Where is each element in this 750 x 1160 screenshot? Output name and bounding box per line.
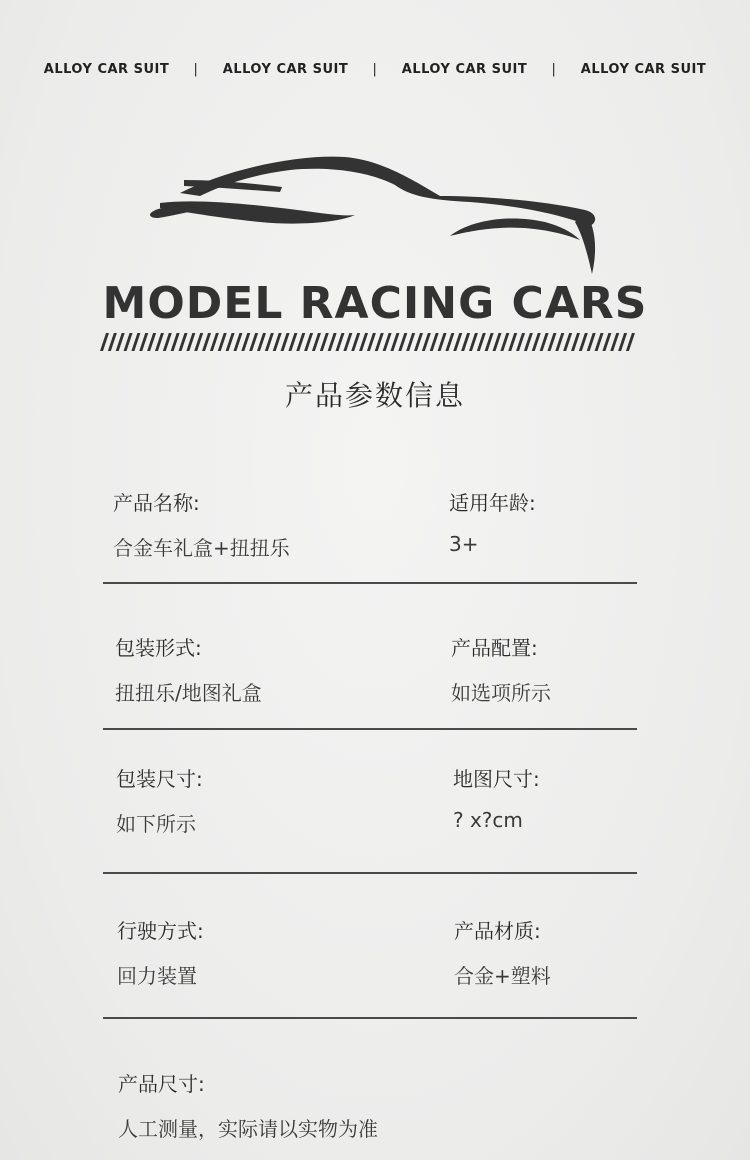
stripe [226,333,235,351]
spec-value: 如选项所示 [451,681,551,705]
stripe [595,333,604,351]
stripe [218,333,227,351]
spec-value: 如下所示 [116,812,196,836]
stripe [500,333,509,351]
stripe [233,333,242,351]
stripe [171,333,180,351]
stripe [367,333,376,351]
stripe [532,333,541,351]
stripe [320,333,329,351]
sports-car-silhouette-icon [0,0,750,290]
stripe [155,333,164,351]
stripe [131,333,140,351]
stripe [304,333,313,351]
spec-value: 人工测量，实际请以实物为准 [118,1117,378,1141]
stripe [186,333,195,351]
stripe [202,333,211,351]
stripe [249,333,258,351]
stripe [265,333,274,351]
stripe [430,333,439,351]
stripe [281,333,290,351]
stripe [438,333,447,351]
stripe [516,333,525,351]
stripe [626,333,635,351]
stripe [390,333,399,351]
stripe [288,333,297,351]
spec-value: 扭扭乐/地图礼盒 [115,681,262,705]
stripe [163,333,172,351]
stripe [328,333,337,351]
spec-value: 回力装置 [117,964,197,988]
stripe [210,333,219,351]
stripe [296,333,305,351]
spec-label: 适用年龄: [449,491,536,515]
stripe [273,333,282,351]
stripe [359,333,368,351]
spec-cell-left [117,915,204,989]
stripe [343,333,352,351]
stripe [571,333,580,351]
stripe [453,333,462,351]
stripe [398,333,407,351]
spec-cell-left [113,487,290,561]
stripe [124,333,133,351]
stripe [477,333,486,351]
stripe [524,333,533,351]
stripe [383,333,392,351]
spec-cell-left [118,1068,378,1142]
divider [103,582,637,584]
spec-label: 产品材质: [454,919,541,943]
spec-cell-right [451,632,551,706]
stripe [351,333,360,351]
stripe [100,333,109,351]
spec-cell-right [454,915,551,989]
spec-cell-right [453,763,540,832]
banner-item: ALLOY CAR SUIT [43,62,170,77]
spec-cell-left [115,632,262,706]
spec-label: 地图尺寸: [453,767,540,791]
stripe [587,333,596,351]
stripe [540,333,549,351]
stripe [555,333,564,351]
stripe [508,333,517,351]
stripe [618,333,627,351]
section-heading: 产品参数信息 [284,379,465,412]
stripe [147,333,156,351]
stripe [375,333,384,351]
stripe [336,333,345,351]
stripe [602,333,611,351]
stripe [414,333,423,351]
stripe [116,333,125,351]
stripe [406,333,415,351]
stripe [445,333,454,351]
stripe [547,333,556,351]
stripe [485,333,494,351]
brand-title: MODEL RACING CARS [102,278,648,329]
stripe [312,333,321,351]
spec-label: 包装尺寸: [116,767,203,791]
stripe [194,333,203,351]
stripe [579,333,588,351]
stripe [257,333,266,351]
spec-label: 行驶方式: [117,919,204,943]
spec-label: 产品名称: [113,491,200,515]
spec-label: 产品尺寸: [118,1072,205,1096]
banner-item: ALLOY CAR SUIT [401,62,528,77]
stripe [469,333,478,351]
stripe [563,333,572,351]
spec-value: 3+ [449,532,479,556]
divider [103,1017,637,1019]
stripe [493,333,502,351]
stripe [179,333,188,351]
racing-stripes-icon [100,333,640,351]
stripe [610,333,619,351]
stripe [422,333,431,351]
stripe [139,333,148,351]
spec-cell-right [449,487,536,556]
spec-label: 包装形式: [115,636,202,660]
stripe [461,333,470,351]
banner-separator: | [551,62,557,77]
banner-item: ALLOY CAR SUIT [580,62,707,77]
divider [103,872,637,874]
banner-separator: | [193,62,199,77]
divider [103,728,637,730]
spec-label: 产品配置: [451,636,538,660]
banner-separator: | [372,62,378,77]
spec-value: 合金车礼盒+扭扭乐 [113,536,290,560]
spec-value: ? x?cm [453,808,523,832]
spec-cell-left [116,763,203,837]
spec-value: 合金+塑料 [454,964,551,988]
banner-item: ALLOY CAR SUIT [222,62,349,77]
stripe [241,333,250,351]
stripe [108,333,117,351]
